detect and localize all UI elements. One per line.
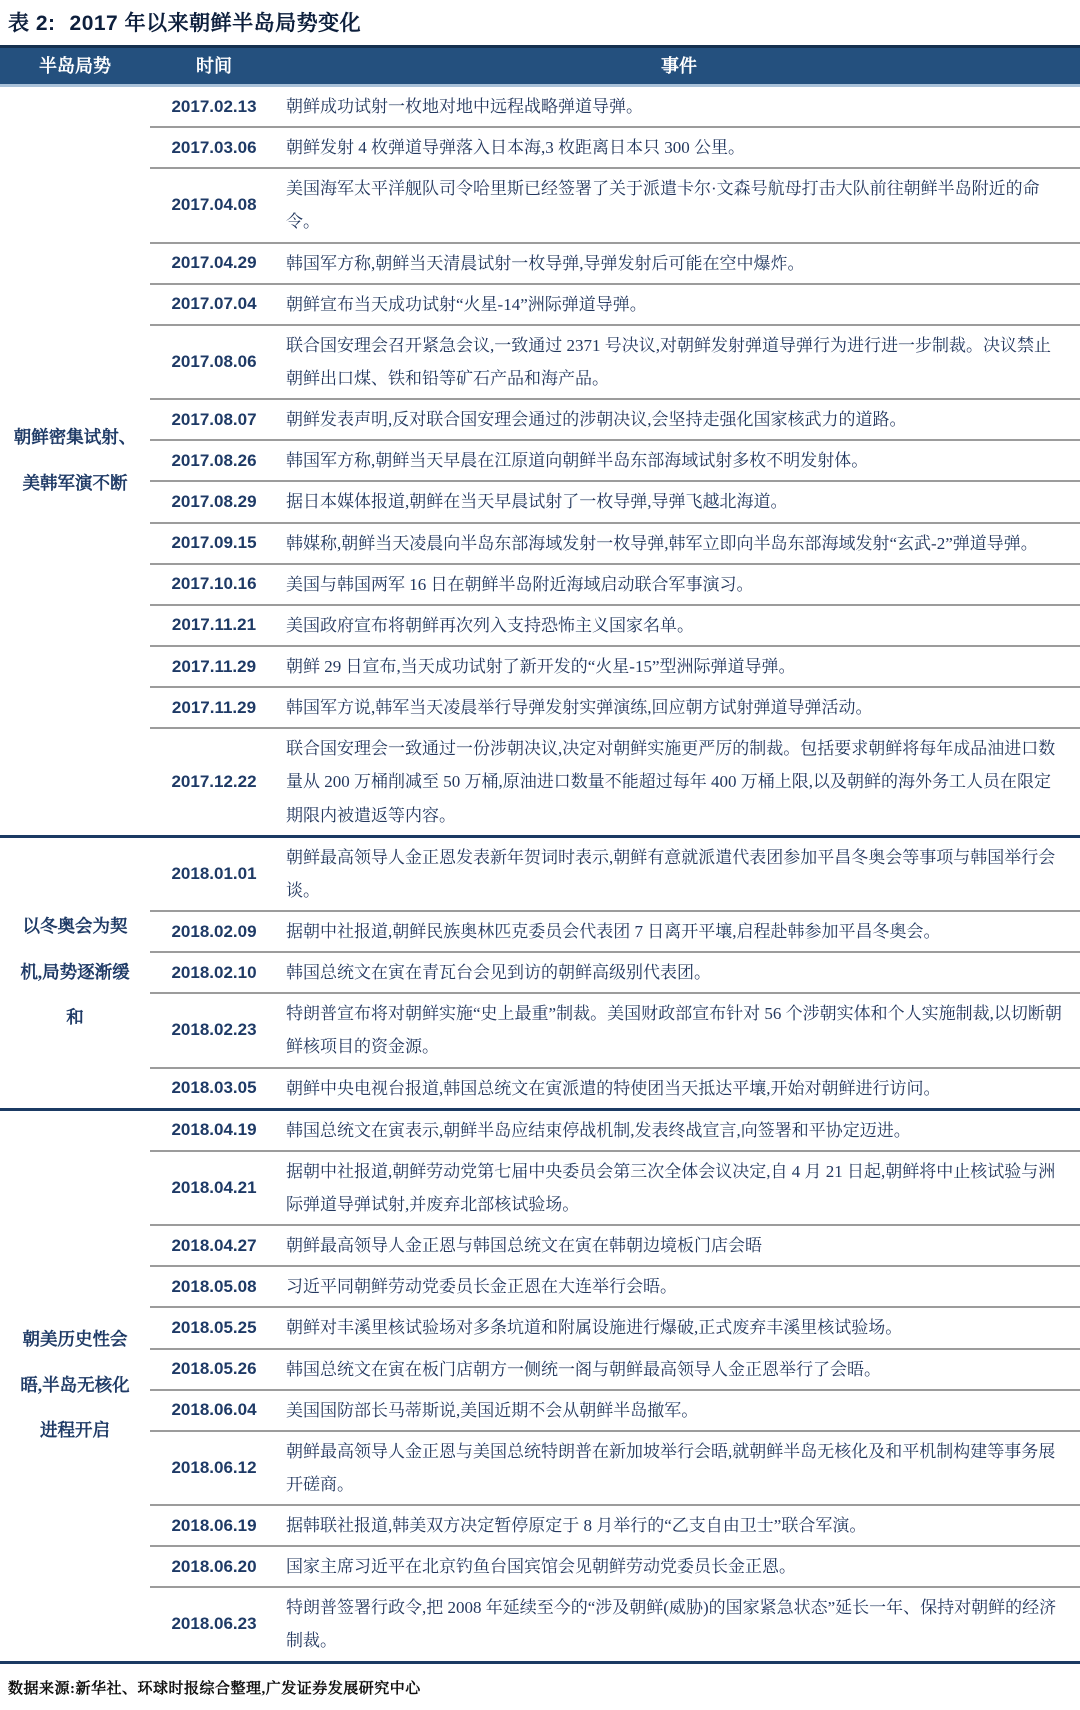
section-label: 以冬奥会为契机,局势逐渐缓和 xyxy=(20,916,130,1028)
event-text: 朝鲜最高领导人金正恩与韩国总统文在寅在韩朝边境板门店会晤 xyxy=(278,1225,1080,1266)
section-1 xyxy=(0,86,1080,837)
section-label: 朝鲜密集试射、美韩军演不断 xyxy=(13,427,137,493)
table-title xyxy=(0,0,1080,45)
event-date: 2018.06.12 xyxy=(150,1431,278,1505)
event-date: 2018.05.25 xyxy=(150,1307,278,1348)
event-date: 2017.10.16 xyxy=(150,564,278,605)
event-row xyxy=(0,836,1080,911)
event-date: 2017.07.04 xyxy=(150,284,278,325)
header-time: 时间 xyxy=(150,47,278,86)
event-date: 2017.11.29 xyxy=(150,687,278,728)
event-date: 2017.02.13 xyxy=(171,96,257,116)
event-date: 2017.04.08 xyxy=(150,168,278,242)
event-text: 据日本媒体报道,朝鲜在当天早晨试射了一枚导弹,导弹飞越北海道。 xyxy=(278,481,1080,522)
event-date: 2018.04.21 xyxy=(150,1151,278,1225)
header-situation: 半岛局势 xyxy=(0,47,150,86)
table-number: 表 2: xyxy=(8,12,56,35)
event-text: 美国国防部长马蒂斯说,美国近期不会从朝鲜半岛撤军。 xyxy=(278,1390,1080,1431)
event-row xyxy=(0,1266,1080,1307)
event-date: 2018.06.04 xyxy=(150,1390,278,1431)
event-date: 2018.01.01 xyxy=(171,863,257,883)
event-date: 2017.09.15 xyxy=(150,523,278,564)
event-date: 2018.06.19 xyxy=(150,1505,278,1546)
event-text: 朝鲜最高领导人金正恩发表新年贺词时表示,朝鲜有意就派遣代表团参加平昌冬奥会等事项与韩国举行会谈。 xyxy=(286,847,1056,900)
event-text: 韩国总统文在寅表示,朝鲜半岛应结束停战机制,发表终战宣言,向签署和平协定迈进。 xyxy=(286,1120,911,1140)
event-date: 2018.02.09 xyxy=(150,911,278,952)
event-text: 朝鲜对丰溪里核试验场对多条坑道和附属设施进行爆破,正式废弃丰溪里核试验场。 xyxy=(278,1307,1080,1348)
event-row xyxy=(0,440,1080,481)
event-row xyxy=(0,605,1080,646)
event-text: 习近平同朝鲜劳动党委员长金正恩在大连举行会晤。 xyxy=(278,1266,1080,1307)
event-date: 2018.03.05 xyxy=(150,1068,278,1110)
event-row xyxy=(0,168,1080,242)
event-text: 联合国安理会召开紧急会议,一致通过 2371 号决议,对朝鲜发射弹道导弹行为进行进一步制裁。决议禁止朝鲜出口煤、铁和铅等矿石产品和海产品。 xyxy=(278,325,1080,399)
event-text: 美国与韩国两军 16 日在朝鲜半岛附近海域启动联合军事演习。 xyxy=(278,564,1080,605)
event-row xyxy=(0,481,1080,522)
event-date: 2017.11.29 xyxy=(150,646,278,687)
data-source: 数据来源:新华社、环球时报综合整理,广发证券发展研究中心 xyxy=(8,1680,421,1697)
event-text: 朝鲜中央电视台报道,韩国总统文在寅派遣的特使团当天抵达平壤,开始对朝鲜进行访问。 xyxy=(278,1068,1080,1110)
event-row xyxy=(0,911,1080,952)
event-row xyxy=(0,284,1080,325)
event-text: 联合国安理会一致通过一份涉朝决议,决定对朝鲜实施更严厉的制裁。包括要求朝鲜将每年成品油进口数量从 200 万桶削减至 50 万桶,原油进口数量不能超过每年 400 万桶上限,以及朝鲜的海外务工人员在限定期限内被遣返等内容。 xyxy=(278,728,1080,836)
event-date: 2018.06.20 xyxy=(150,1546,278,1587)
event-row xyxy=(0,993,1080,1067)
event-date: 2018.06.23 xyxy=(150,1587,278,1662)
event-row xyxy=(0,646,1080,687)
event-date: 2018.02.10 xyxy=(150,952,278,993)
event-row xyxy=(0,564,1080,605)
event-date: 2017.08.26 xyxy=(150,440,278,481)
event-row xyxy=(0,1109,1080,1151)
header-row xyxy=(0,47,1080,86)
event-row xyxy=(0,399,1080,440)
event-text: 据韩联社报道,韩美双方决定暂停原定于 8 月举行的“乙支自由卫士”联合军演。 xyxy=(278,1505,1080,1546)
event-row xyxy=(0,728,1080,836)
event-text: 据朝中社报道,朝鲜劳动党第七届中央委员会第三次全体会议决定,自 4 月 21 日起,朝鲜将中止核试验与洲际弹道导弹试射,并废弃北部核试验场。 xyxy=(278,1151,1080,1225)
event-text: 特朗普签署行政令,把 2008 年延续至今的“涉及朝鲜(威胁)的国家紧急状态”延长一年、保持对朝鲜的经济制裁。 xyxy=(278,1587,1080,1662)
event-date: 2017.08.07 xyxy=(150,399,278,440)
event-text: 韩国总统文在寅在青瓦台会见到访的朝鲜高级别代表团。 xyxy=(278,952,1080,993)
event-text: 韩国总统文在寅在板门店朝方一侧统一阁与朝鲜最高领导人金正恩举行了会晤。 xyxy=(278,1349,1080,1390)
event-row xyxy=(0,1505,1080,1546)
event-row xyxy=(0,1546,1080,1587)
event-date: 2017.08.29 xyxy=(150,481,278,522)
event-date: 2017.08.06 xyxy=(150,325,278,399)
event-text: 韩媒称,朝鲜当天凌晨向半岛东部海域发射一枚导弹,韩军立即向半岛东部海域发射“玄武-2”弹道导弹。 xyxy=(278,523,1080,564)
event-row xyxy=(0,1225,1080,1266)
event-row xyxy=(0,1587,1080,1662)
event-text: 朝鲜成功试射一枚地对地中远程战略弹道导弹。 xyxy=(286,97,643,116)
event-row xyxy=(0,1390,1080,1431)
event-date: 2018.04.19 xyxy=(171,1120,257,1140)
event-text: 据朝中社报道,朝鲜民族奥林匹克委员会代表团 7 日离开平壤,启程赴韩参加平昌冬奥会。 xyxy=(278,911,1080,952)
event-text: 朝鲜发表声明,反对联合国安理会通过的涉朝决议,会坚持走强化国家核武力的道路。 xyxy=(278,399,1080,440)
event-row xyxy=(0,1431,1080,1505)
event-date: 2018.05.26 xyxy=(150,1349,278,1390)
section-label: 朝美历史性会晤,半岛无核化进程开启 xyxy=(20,1329,130,1441)
event-row xyxy=(0,86,1080,128)
event-row xyxy=(0,1349,1080,1390)
event-text: 朝鲜最高领导人金正恩与美国总统特朗普在新加坡举行会晤,就朝鲜半岛无核化及和平机制构建等事务展开磋商。 xyxy=(278,1431,1080,1505)
event-row xyxy=(0,325,1080,399)
table-header xyxy=(0,47,1080,86)
event-row xyxy=(0,1307,1080,1348)
event-row xyxy=(0,687,1080,728)
event-row xyxy=(0,243,1080,284)
event-row xyxy=(0,523,1080,564)
event-text: 国家主席习近平在北京钓鱼台国宾馆会见朝鲜劳动党委员长金正恩。 xyxy=(278,1546,1080,1587)
event-row xyxy=(0,1068,1080,1110)
event-text: 韩国军方称,朝鲜当天清晨试射一枚导弹,导弹发射后可能在空中爆炸。 xyxy=(278,243,1080,284)
event-date: 2018.05.08 xyxy=(150,1266,278,1307)
section-2 xyxy=(0,836,1080,1109)
event-text: 朝鲜发射 4 枚弹道导弹落入日本海,3 枚距离日本只 300 公里。 xyxy=(278,127,1080,168)
events-table xyxy=(0,45,1080,1664)
event-text: 朝鲜 29 日宣布,当天成功试射了新开发的“火星-15”型洲际弹道导弹。 xyxy=(278,646,1080,687)
event-text: 韩国军方说,韩军当天凌晨举行导弹发射实弹演练,回应朝方试射弹道导弹活动。 xyxy=(278,687,1080,728)
event-row xyxy=(0,127,1080,168)
event-text: 韩国军方称,朝鲜当天早晨在江原道向朝鲜半岛东部海域试射多枚不明发射体。 xyxy=(278,440,1080,481)
event-row xyxy=(0,952,1080,993)
event-date: 2018.04.27 xyxy=(150,1225,278,1266)
event-row xyxy=(0,1151,1080,1225)
table-title-text: 2017 年以来朝鲜半岛局势变化 xyxy=(69,12,362,35)
event-text: 朝鲜宣布当天成功试射“火星-14”洲际弹道导弹。 xyxy=(278,284,1080,325)
event-text: 美国海军太平洋舰队司令哈里斯已经签署了关于派遣卡尔·文森号航母打击大队前往朝鲜半岛附近的命令。 xyxy=(278,168,1080,242)
event-date: 2018.02.23 xyxy=(150,993,278,1067)
header-event: 事件 xyxy=(278,47,1080,86)
event-date: 2017.03.06 xyxy=(150,127,278,168)
event-text: 特朗普宣布将对朝鲜实施“史上最重”制裁。美国财政部宣布针对 56 个涉朝实体和个人实施制裁,以切断朝鲜核项目的资金源。 xyxy=(278,993,1080,1067)
event-text: 美国政府宣布将朝鲜再次列入支持恐怖主义国家名单。 xyxy=(278,605,1080,646)
section-3 xyxy=(0,1109,1080,1662)
event-date: 2017.04.29 xyxy=(150,243,278,284)
event-date: 2017.11.21 xyxy=(150,605,278,646)
event-date: 2017.12.22 xyxy=(150,728,278,836)
